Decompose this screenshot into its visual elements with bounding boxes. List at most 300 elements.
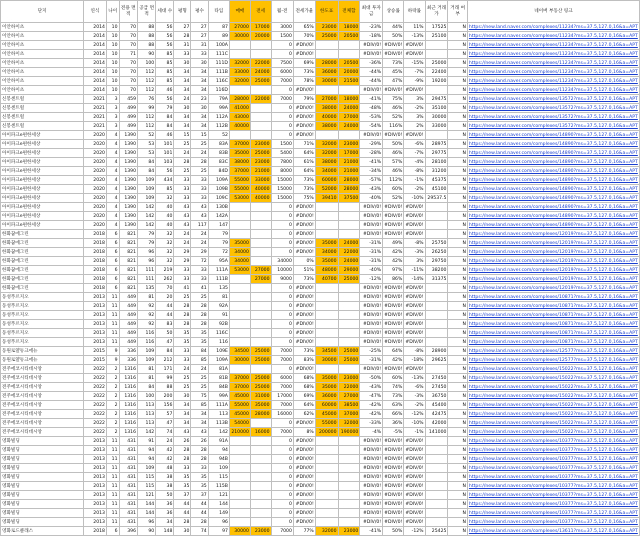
data-cell[interactable]: -13% xyxy=(404,32,425,41)
data-cell[interactable]: 141000 xyxy=(425,428,448,437)
data-cell[interactable]: 0 xyxy=(271,113,293,122)
complex-name-cell[interactable]: 영화빌딩 xyxy=(1,518,84,527)
data-cell[interactable]: #DIV/0! xyxy=(360,203,383,212)
data-cell[interactable]: 103 xyxy=(156,158,174,167)
data-cell[interactable]: -23% xyxy=(360,23,383,32)
data-cell[interactable]: 8% xyxy=(293,428,315,437)
column-header[interactable]: 전세가율 xyxy=(293,1,315,23)
naver-link-cell[interactable]: https://new.land.naver.com/complexes/12019?ms=37.5,127.0,16&a=APT xyxy=(468,231,638,237)
data-cell[interactable]: -6% xyxy=(404,383,425,392)
data-cell[interactable]: N xyxy=(448,113,468,122)
data-cell[interactable] xyxy=(250,365,271,374)
data-cell[interactable] xyxy=(315,446,338,455)
data-cell[interactable]: 396 xyxy=(119,527,138,536)
naver-link-cell[interactable]: https://new.land.naver.com/complexes/10377?ms=37.5,127.0,16&a=APT xyxy=(468,519,638,525)
data-cell[interactable]: 17000 xyxy=(338,149,360,158)
data-cell[interactable] xyxy=(315,221,338,230)
data-cell[interactable]: 27000 xyxy=(250,266,271,275)
data-cell[interactable]: 1500 xyxy=(271,32,293,41)
data-cell[interactable]: 499 xyxy=(119,122,138,131)
data-cell[interactable]: #DIV/0! xyxy=(384,132,403,138)
data-cell[interactable] xyxy=(338,464,360,473)
data-cell[interactable]: 38200 xyxy=(425,266,448,275)
data-cell[interactable]: 47 xyxy=(156,419,174,428)
data-cell[interactable]: -41% xyxy=(360,527,383,536)
data-cell[interactable]: 18000 xyxy=(338,95,360,104)
data-cell[interactable]: 28900 xyxy=(425,347,448,356)
data-cell[interactable]: #DIV/0! xyxy=(384,465,403,471)
data-cell[interactable] xyxy=(229,437,250,446)
data-cell[interactable]: 71 xyxy=(119,50,138,59)
data-cell[interactable]: 86% xyxy=(383,275,404,284)
data-cell[interactable]: 40 xyxy=(156,212,174,221)
data-cell[interactable]: 27000 xyxy=(229,23,250,32)
data-cell[interactable]: 28 xyxy=(191,302,208,311)
data-cell[interactable]: #DIV/0! xyxy=(360,131,383,140)
data-cell[interactable]: -15% xyxy=(404,59,425,68)
data-cell[interactable]: 6 xyxy=(106,527,119,536)
data-cell[interactable]: 111A xyxy=(208,266,229,275)
data-cell[interactable]: 116% xyxy=(383,122,404,131)
data-cell[interactable]: 99A xyxy=(208,392,229,401)
data-cell[interactable]: 2021 xyxy=(84,104,107,113)
data-cell[interactable]: 37000 xyxy=(338,410,360,419)
data-cell[interactable]: 212 xyxy=(156,356,174,365)
data-cell[interactable]: 83% xyxy=(293,356,315,365)
data-cell[interactable]: 2014 xyxy=(84,41,107,50)
data-cell[interactable]: 1316 xyxy=(119,365,138,374)
data-cell[interactable]: -44% xyxy=(360,77,383,86)
data-cell[interactable]: 142 xyxy=(138,221,156,230)
data-cell[interactable]: N xyxy=(448,68,468,77)
naver-link-cell[interactable]: https://new.land.naver.com/complexes/14890?ms=37.5,127.0,16&a=APT xyxy=(468,213,638,219)
naver-link-cell[interactable]: https://new.land.naver.com/complexes/10871?ms=37.5,127.0,16&a=APT xyxy=(468,339,638,345)
data-cell[interactable]: 2 xyxy=(106,410,119,419)
data-cell[interactable]: 24 xyxy=(174,230,191,239)
data-cell[interactable]: 23000 xyxy=(250,527,271,536)
data-cell[interactable]: #DIV/0! xyxy=(384,438,403,444)
data-cell[interactable]: -33% xyxy=(360,419,383,428)
complex-name-cell[interactable]: 영화빌딩 xyxy=(1,464,84,473)
data-cell[interactable]: N xyxy=(448,329,468,338)
data-cell[interactable]: 35000 xyxy=(229,239,250,248)
data-cell[interactable]: 17000 xyxy=(250,23,271,32)
data-cell[interactable]: #DIV/0! xyxy=(405,492,424,498)
data-cell[interactable]: 113 xyxy=(138,410,156,419)
data-cell[interactable]: 3 xyxy=(106,122,119,131)
data-cell[interactable]: #DIV/0! xyxy=(360,212,383,221)
naver-link-cell[interactable]: https://new.land.naver.com/complexes/12019?ms=37.5,127.0,16&a=APT xyxy=(468,258,638,264)
data-cell[interactable]: #DIV/0! xyxy=(405,510,424,516)
data-cell[interactable]: 28100 xyxy=(425,158,448,167)
data-cell[interactable]: N xyxy=(448,230,468,239)
data-cell[interactable] xyxy=(425,311,448,320)
data-cell[interactable]: 37 xyxy=(174,491,191,500)
data-cell[interactable]: 35 xyxy=(191,338,208,347)
data-cell[interactable]: 28 xyxy=(174,302,191,311)
data-cell[interactable]: 22000 xyxy=(250,59,271,68)
data-cell[interactable]: 29537.5 xyxy=(425,194,448,203)
data-cell[interactable]: -3% xyxy=(404,248,425,257)
data-cell[interactable] xyxy=(250,482,271,491)
data-cell[interactable]: 38000 xyxy=(315,158,338,167)
data-cell[interactable] xyxy=(315,230,338,239)
data-cell[interactable]: N xyxy=(448,419,468,428)
data-cell[interactable]: 111 xyxy=(138,266,156,275)
data-cell[interactable]: 10 xyxy=(106,77,119,86)
data-cell[interactable]: 2020 xyxy=(84,185,107,194)
data-cell[interactable]: 53000 xyxy=(229,194,250,203)
data-cell[interactable]: 1316 xyxy=(119,401,138,410)
data-cell[interactable]: 15000 xyxy=(271,194,293,203)
data-cell[interactable]: N xyxy=(448,167,468,176)
data-cell[interactable]: 23000 xyxy=(250,140,271,149)
naver-link-cell[interactable]: https://new.land.naver.com/complexes/15022?ms=37.5,127.0,16&a=APT xyxy=(468,384,638,390)
data-cell[interactable]: 27450 xyxy=(425,374,448,383)
data-cell[interactable]: 11 xyxy=(106,482,119,491)
data-cell[interactable]: 0 xyxy=(271,230,293,239)
data-cell[interactable]: 25750 xyxy=(425,239,448,248)
data-cell[interactable]: 46% xyxy=(383,167,404,176)
data-cell[interactable] xyxy=(315,86,338,95)
complex-name-cell[interactable]: 영화빌딩 xyxy=(1,482,84,491)
data-cell[interactable]: 43000 xyxy=(229,113,250,122)
data-cell[interactable]: 95A xyxy=(208,257,229,266)
data-cell[interactable]: 2022 xyxy=(84,365,107,374)
data-cell[interactable]: 2 xyxy=(106,374,119,383)
data-cell[interactable]: #DIV/0! xyxy=(360,509,383,518)
data-cell[interactable]: 24000 xyxy=(338,122,360,131)
data-cell[interactable]: 34 xyxy=(174,68,191,77)
data-cell[interactable]: 35000 xyxy=(315,257,338,266)
column-header[interactable]: 상승률 xyxy=(383,1,404,23)
naver-link-cell[interactable]: https://new.land.naver.com/complexes/10377?ms=37.5,127.0,16&a=APT xyxy=(468,456,638,462)
data-cell[interactable]: 11 xyxy=(106,455,119,464)
data-cell[interactable]: 36% xyxy=(383,419,404,428)
data-cell[interactable]: #DIV/0! xyxy=(360,455,383,464)
data-cell[interactable]: 70% xyxy=(293,32,315,41)
data-cell[interactable]: -31% xyxy=(360,248,383,257)
data-cell[interactable]: N xyxy=(448,437,468,446)
column-header[interactable]: 하락률 xyxy=(404,1,425,23)
data-cell[interactable]: #DIV/0! xyxy=(360,221,383,230)
data-cell[interactable]: 23000 xyxy=(315,23,338,32)
data-cell[interactable]: N xyxy=(448,266,468,275)
data-cell[interactable]: -36% xyxy=(360,59,383,68)
complex-name-cell[interactable]: 동성푸르지오 xyxy=(1,320,84,329)
data-cell[interactable]: 47% xyxy=(383,77,404,86)
data-cell[interactable]: 60% xyxy=(383,185,404,194)
complex-name-cell[interactable]: 전주에코시티데시앙 xyxy=(1,419,84,428)
data-cell[interactable] xyxy=(229,509,250,518)
data-cell[interactable]: 79A xyxy=(208,95,229,104)
data-cell[interactable]: 27450 xyxy=(425,383,448,392)
data-cell[interactable]: 23000 xyxy=(250,158,271,167)
data-cell[interactable] xyxy=(229,203,250,212)
data-cell[interactable]: 3% xyxy=(404,95,425,104)
naver-link-cell[interactable]: https://new.land.naver.com/complexes/10377?ms=37.5,127.0,16&a=APT xyxy=(468,492,638,498)
data-cell[interactable]: 25 xyxy=(191,293,208,302)
data-cell[interactable]: 112 xyxy=(138,68,156,77)
complex-name-cell[interactable]: 영화빌딩 xyxy=(1,491,84,500)
data-cell[interactable] xyxy=(338,446,360,455)
data-cell[interactable]: 30000 xyxy=(315,77,338,86)
data-cell[interactable]: 2020 xyxy=(84,221,107,230)
data-cell[interactable]: #DIV/0! xyxy=(293,122,315,131)
data-cell[interactable]: #DIV/0! xyxy=(384,321,403,327)
data-cell[interactable] xyxy=(250,473,271,482)
data-cell[interactable] xyxy=(425,482,448,491)
data-cell[interactable]: 0 xyxy=(271,122,293,131)
data-cell[interactable]: 30000 xyxy=(425,113,448,122)
data-cell[interactable]: 89 xyxy=(208,32,229,41)
data-cell[interactable]: #DIV/0! xyxy=(360,473,383,482)
data-cell[interactable]: 1390 xyxy=(119,194,138,203)
data-cell[interactable]: -48% xyxy=(360,104,383,113)
data-cell[interactable]: 30 xyxy=(191,104,208,113)
data-cell[interactable] xyxy=(425,230,448,239)
data-cell[interactable]: 4 xyxy=(106,194,119,203)
data-cell[interactable]: 42 xyxy=(156,446,174,455)
data-cell[interactable]: 34 xyxy=(174,77,191,86)
data-cell[interactable]: 33 xyxy=(174,275,191,284)
data-cell[interactable]: 47 xyxy=(156,338,174,347)
data-cell[interactable]: 70 xyxy=(156,284,174,293)
data-cell[interactable]: 2018 xyxy=(84,284,107,293)
data-cell[interactable]: 2 xyxy=(106,419,119,428)
data-cell[interactable]: 57 xyxy=(156,410,174,419)
data-cell[interactable]: N xyxy=(448,203,468,212)
data-cell[interactable]: -44% xyxy=(360,68,383,77)
data-cell[interactable] xyxy=(338,311,360,320)
data-cell[interactable]: 2 xyxy=(106,365,119,374)
data-cell[interactable]: 35 xyxy=(174,473,191,482)
data-cell[interactable]: -12% xyxy=(404,410,425,419)
column-header[interactable]: 전체합 xyxy=(338,1,360,23)
data-cell[interactable]: #DIV/0! xyxy=(405,294,424,300)
data-cell[interactable] xyxy=(425,518,448,527)
data-cell[interactable] xyxy=(425,86,448,95)
data-cell[interactable]: 18000 xyxy=(338,23,360,32)
data-cell[interactable]: #DIV/0! xyxy=(360,320,383,329)
data-cell[interactable]: 25000 xyxy=(250,383,271,392)
complex-name-cell[interactable]: 아이파크e편한세상 xyxy=(1,140,84,149)
data-cell[interactable]: 2018 xyxy=(84,266,107,275)
data-cell[interactable]: 6 xyxy=(106,230,119,239)
data-cell[interactable]: #DIV/0! xyxy=(384,366,403,372)
data-cell[interactable]: 19200 xyxy=(425,77,448,86)
data-cell[interactable]: 2014 xyxy=(84,23,107,32)
data-cell[interactable] xyxy=(229,455,250,464)
data-cell[interactable]: N xyxy=(448,23,468,32)
data-cell[interactable]: 30 xyxy=(174,392,191,401)
data-cell[interactable]: N xyxy=(448,59,468,68)
data-cell[interactable] xyxy=(315,320,338,329)
data-cell[interactable]: 7000 xyxy=(271,356,293,365)
data-cell[interactable]: 11 xyxy=(106,509,119,518)
data-cell[interactable]: #DIV/0! xyxy=(293,293,315,302)
complex-name-cell[interactable]: 신봉센트럴 xyxy=(1,95,84,104)
data-cell[interactable]: #DIV/0! xyxy=(405,321,424,327)
data-cell[interactable]: 28 xyxy=(174,446,191,455)
data-cell[interactable]: #DIV/0! xyxy=(405,303,424,309)
data-cell[interactable]: 6 xyxy=(106,257,119,266)
data-cell[interactable] xyxy=(229,86,250,95)
naver-link-cell[interactable]: https://new.land.naver.com/complexes/15022?ms=37.5,127.0,16&a=APT xyxy=(468,375,638,381)
naver-link-cell[interactable]: https://new.land.naver.com/complexes/12019?ms=37.5,127.0,16&a=APT xyxy=(468,267,638,273)
naver-link-cell[interactable]: https://new.land.naver.com/complexes/11234?ms=37.5,127.0,16&a=APT xyxy=(468,42,638,48)
data-cell[interactable]: 28 xyxy=(174,518,191,527)
data-cell[interactable]: 0 xyxy=(271,41,293,50)
data-cell[interactable]: 25000 xyxy=(338,275,360,284)
data-cell[interactable]: #DIV/0! xyxy=(405,366,424,372)
data-cell[interactable]: 2013 xyxy=(84,455,107,464)
data-cell[interactable]: #DIV/0! xyxy=(360,284,383,293)
data-cell[interactable]: 55000 xyxy=(229,401,250,410)
data-cell[interactable]: N xyxy=(448,194,468,203)
data-cell[interactable]: 116 xyxy=(138,338,156,347)
data-cell[interactable]: 115 xyxy=(208,473,229,482)
data-cell[interactable]: 2015 xyxy=(84,347,107,356)
data-cell[interactable]: 2018 xyxy=(84,257,107,266)
data-cell[interactable]: 4 xyxy=(106,221,119,230)
data-cell[interactable]: 21500 xyxy=(338,77,360,86)
data-cell[interactable]: 1316 xyxy=(119,428,138,437)
data-cell[interactable]: 2015 xyxy=(84,356,107,365)
data-cell[interactable]: -8% xyxy=(404,239,425,248)
data-cell[interactable]: -40% xyxy=(360,266,383,275)
data-cell[interactable]: 0 xyxy=(271,455,293,464)
naver-link-cell[interactable]: https://new.land.naver.com/complexes/10377?ms=37.5,127.0,16&a=APT xyxy=(468,474,638,480)
data-cell[interactable] xyxy=(338,455,360,464)
data-cell[interactable]: #DIV/0! xyxy=(293,131,315,140)
data-cell[interactable]: 8000 xyxy=(271,167,293,176)
data-cell[interactable]: 142 xyxy=(138,203,156,212)
data-cell[interactable] xyxy=(315,338,338,347)
data-cell[interactable]: 171 xyxy=(156,365,174,374)
data-cell[interactable]: #DIV/0! xyxy=(384,204,403,210)
data-cell[interactable]: #DIV/0! xyxy=(405,438,424,444)
naver-link-cell[interactable]: https://new.land.naver.com/complexes/15022?ms=37.5,127.0,16&a=APT xyxy=(468,402,638,408)
data-cell[interactable] xyxy=(425,446,448,455)
data-cell[interactable]: 34 xyxy=(174,122,191,131)
data-cell[interactable]: 113 xyxy=(138,419,156,428)
data-cell[interactable]: 34 xyxy=(191,77,208,86)
data-cell[interactable]: #DIV/0! xyxy=(405,213,424,219)
data-cell[interactable]: 821 xyxy=(119,266,138,275)
data-cell[interactable]: 109C xyxy=(208,194,229,203)
data-cell[interactable]: 27 xyxy=(174,23,191,32)
naver-link-cell[interactable]: https://new.land.naver.com/complexes/10377?ms=37.5,127.0,16&a=APT xyxy=(468,447,638,453)
complex-name-cell[interactable]: 아이파크e편한세상 xyxy=(1,149,84,158)
data-cell[interactable]: #DIV/0! xyxy=(384,312,403,318)
data-cell[interactable]: 34000 xyxy=(229,257,250,266)
data-cell[interactable]: 28 xyxy=(191,455,208,464)
data-cell[interactable]: N xyxy=(448,374,468,383)
data-cell[interactable]: 25000 xyxy=(250,374,271,383)
data-cell[interactable]: N xyxy=(448,275,468,284)
complex-name-cell[interactable]: 아이파크e편한세상 xyxy=(1,194,84,203)
data-cell[interactable]: 0 xyxy=(271,239,293,248)
data-cell[interactable]: #DIV/0! xyxy=(384,474,403,480)
column-header[interactable]: 전용 면적 xyxy=(119,1,138,23)
data-cell[interactable]: 0 xyxy=(271,293,293,302)
column-header[interactable]: 월-전 xyxy=(271,1,293,23)
data-cell[interactable]: 85 xyxy=(156,50,174,59)
data-cell[interactable]: 35 xyxy=(174,329,191,338)
data-cell[interactable]: N xyxy=(448,248,468,257)
column-header[interactable]: 매매 xyxy=(229,1,250,23)
data-cell[interactable]: 2013 xyxy=(84,446,107,455)
data-cell[interactable]: 29 xyxy=(174,248,191,257)
data-cell[interactable]: N xyxy=(448,383,468,392)
data-cell[interactable]: 7000 xyxy=(271,347,293,356)
data-cell[interactable]: 34 xyxy=(174,410,191,419)
data-cell[interactable]: 92 xyxy=(138,311,156,320)
data-cell[interactable]: 431 xyxy=(119,473,138,482)
data-cell[interactable]: 109 xyxy=(138,464,156,473)
data-cell[interactable]: 22400 xyxy=(425,68,448,77)
data-cell[interactable] xyxy=(229,212,250,221)
data-cell[interactable]: 15000 xyxy=(271,176,293,185)
data-cell[interactable]: 2022 xyxy=(84,374,107,383)
data-cell[interactable]: 28 xyxy=(174,455,191,464)
data-cell[interactable]: 0 xyxy=(271,500,293,509)
data-cell[interactable]: 66% xyxy=(383,410,404,419)
data-cell[interactable]: 24 xyxy=(174,149,191,158)
data-cell[interactable]: -42% xyxy=(360,410,383,419)
data-cell[interactable]: 116D xyxy=(208,86,229,95)
data-cell[interactable]: 25000 xyxy=(250,347,271,356)
data-cell[interactable]: N xyxy=(448,293,468,302)
data-cell[interactable] xyxy=(315,365,338,374)
data-cell[interactable]: #DIV/0! xyxy=(360,86,383,95)
data-cell[interactable]: 100 xyxy=(138,392,156,401)
data-cell[interactable]: 70 xyxy=(119,23,138,32)
data-cell[interactable]: N xyxy=(448,86,468,95)
data-cell[interactable]: -40% xyxy=(360,194,383,203)
naver-link-cell[interactable]: https://new.land.naver.com/complexes/11234?ms=37.5,127.0,16&a=APT xyxy=(468,78,638,84)
data-cell[interactable]: 449 xyxy=(119,320,138,329)
data-cell[interactable]: #DIV/0! xyxy=(360,491,383,500)
data-cell[interactable]: 1390 xyxy=(119,176,138,185)
data-cell[interactable]: 111B xyxy=(208,68,229,77)
data-cell[interactable]: 24 xyxy=(191,239,208,248)
data-cell[interactable]: 43 xyxy=(191,203,208,212)
data-cell[interactable]: 36 xyxy=(156,500,174,509)
data-cell[interactable]: 24 xyxy=(174,95,191,104)
data-cell[interactable]: #DIV/0! xyxy=(405,330,424,336)
data-cell[interactable]: 35000 xyxy=(315,239,338,248)
data-cell[interactable]: 25 xyxy=(174,140,191,149)
data-cell[interactable]: 20 xyxy=(156,293,174,302)
data-cell[interactable]: 144 xyxy=(138,500,156,509)
data-cell[interactable] xyxy=(338,221,360,230)
data-cell[interactable] xyxy=(250,437,271,446)
data-cell[interactable]: 821 xyxy=(119,275,138,284)
data-cell[interactable]: #DIV/0! xyxy=(293,464,315,473)
data-cell[interactable]: N xyxy=(448,257,468,266)
data-cell[interactable]: 34000 xyxy=(229,248,250,257)
data-cell[interactable]: 10 xyxy=(106,23,119,32)
data-cell[interactable] xyxy=(338,365,360,374)
data-cell[interactable]: 9 xyxy=(106,356,119,365)
data-cell[interactable]: 46% xyxy=(383,149,404,158)
naver-link-cell[interactable]: https://new.land.naver.com/complexes/15022?ms=37.5,127.0,16&a=APT xyxy=(468,366,638,372)
data-cell[interactable]: 31375 xyxy=(425,275,448,284)
data-cell[interactable]: 0 xyxy=(271,320,293,329)
data-cell[interactable]: 99 xyxy=(156,374,174,383)
